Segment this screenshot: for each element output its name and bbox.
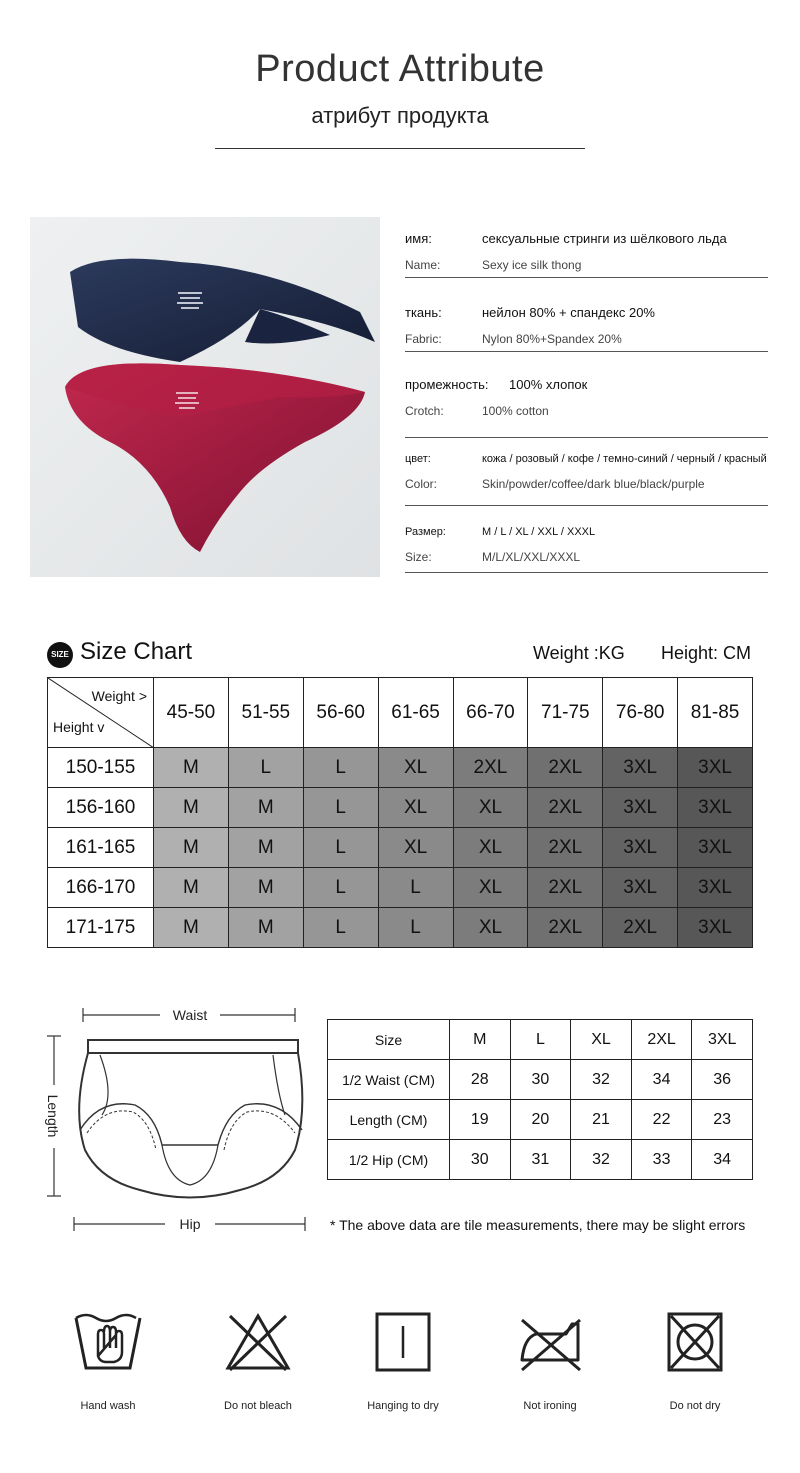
attr-en-key: Name: — [405, 258, 441, 272]
height-range-cell: 161-165 — [48, 828, 154, 868]
size-chart-header-row — [48, 678, 753, 748]
attr-en-key: Crotch: — [405, 404, 444, 418]
measurement-value: 31 — [510, 1140, 571, 1180]
size-cell: 2XL — [603, 908, 678, 948]
weight-unit-label: Weight :KG — [533, 643, 625, 663]
size-cell: M — [228, 788, 303, 828]
attr-en-value: Skin/powder/coffee/dark blue/black/purple — [482, 477, 705, 491]
size-cell: M — [228, 908, 303, 948]
attr-ru-key: цвет: — [405, 453, 431, 465]
hand-wash-icon — [72, 1310, 144, 1374]
attr-en-value: Sexy ice silk thong — [482, 258, 582, 272]
size-cell: 2XL — [528, 868, 603, 908]
measurement-size: L — [510, 1020, 571, 1060]
attr-en-value: M/L/XL/XXL/XXXL — [482, 550, 581, 564]
weight-header: 66-70 — [453, 678, 528, 748]
size-cell: M — [228, 828, 303, 868]
measurement-value: 36 — [692, 1060, 753, 1100]
attr-en-key: Size: — [405, 550, 432, 564]
size-chart-row — [48, 788, 753, 828]
garment-outline — [79, 1040, 302, 1198]
height-range-cell: 166-170 — [48, 868, 154, 908]
measurement-value: 32 — [571, 1140, 632, 1180]
care-label: Do not dry — [669, 1400, 721, 1412]
product-photo — [30, 217, 380, 577]
attr-en-key: Color: — [405, 477, 438, 491]
attr-ru-value: M / L / XL / XXL / XXXL — [482, 526, 596, 538]
weight-header: 71-75 — [528, 678, 603, 748]
measurement-value: 30 — [510, 1060, 571, 1100]
do-not-bleach-icon — [222, 1310, 294, 1374]
attr-ru-value: 100% хлопок — [509, 377, 588, 392]
hip-label: Hip — [179, 1216, 201, 1232]
attr-divider — [405, 572, 768, 573]
attr-en-key: Fabric: — [405, 332, 442, 346]
care-label: Hanging to dry — [367, 1400, 439, 1412]
height-range-cell: 156-160 — [48, 788, 154, 828]
attr-ru-key: имя: — [405, 231, 432, 246]
size-cell: L — [303, 868, 378, 908]
size-cell: XL — [378, 828, 453, 868]
measurement-size: M — [450, 1020, 511, 1060]
weight-header: 51-55 — [228, 678, 303, 748]
size-cell: 3XL — [603, 868, 678, 908]
size-cell: 3XL — [678, 788, 753, 828]
attribute-color — [405, 453, 768, 491]
attr-en-value: 100% cotton — [482, 404, 549, 418]
measurement-row — [328, 1060, 753, 1100]
size-chart-table — [47, 677, 753, 948]
measurement-row — [328, 1100, 753, 1140]
height-unit-label: Height: CM — [661, 643, 752, 663]
attr-ru-key: промежность: — [405, 377, 489, 392]
attr-ru-value: нейлон 80% + спандекс 20% — [482, 305, 655, 320]
care-label: Hand wash — [80, 1400, 136, 1412]
waist-label: Waist — [172, 1007, 208, 1023]
attr-divider — [405, 351, 768, 352]
size-cell: XL — [453, 868, 528, 908]
size-cell: 3XL — [678, 908, 753, 948]
measurement-header-label: Size — [328, 1020, 450, 1060]
size-badge-icon: SIZE — [47, 642, 73, 668]
size-chart-corner — [48, 678, 154, 748]
size-cell: L — [378, 868, 453, 908]
measurement-row — [328, 1140, 753, 1180]
size-cell: M — [154, 788, 229, 828]
attr-ru-key: ткань: — [405, 305, 442, 320]
measurement-value: 21 — [571, 1100, 632, 1140]
height-range-cell: 150-155 — [48, 748, 154, 788]
size-cell: XL — [378, 748, 453, 788]
attr-divider — [405, 437, 768, 438]
page-title: Product Attribute — [255, 48, 545, 90]
care-do-not-bleach — [188, 1310, 328, 1412]
attr-ru-value: сексуальные стринги из шёлкового льда — [482, 231, 727, 246]
measurement-diagram — [40, 1000, 320, 1240]
care-do-not-dry — [625, 1310, 765, 1412]
measurement-value: 32 — [571, 1060, 632, 1100]
weight-header: 76-80 — [603, 678, 678, 748]
size-cell: 3XL — [603, 748, 678, 788]
no-iron-icon — [514, 1310, 586, 1374]
size-cell: XL — [453, 828, 528, 868]
size-cell: 2XL — [453, 748, 528, 788]
size-cell: XL — [453, 908, 528, 948]
corner-height-label: Height v — [53, 719, 105, 735]
size-cell: XL — [453, 788, 528, 828]
measurement-note: * The above data are tile measurements, there may be slight errors — [330, 1217, 746, 1233]
measurement-row-label: Length (CM) — [328, 1100, 450, 1140]
weight-header: 61-65 — [378, 678, 453, 748]
measurement-size: 3XL — [692, 1020, 753, 1060]
weight-header: 45-50 — [154, 678, 229, 748]
size-chart-row — [48, 828, 753, 868]
size-chart-row — [48, 908, 753, 948]
size-cell: M — [228, 868, 303, 908]
thong-illustration — [30, 217, 380, 577]
care-no-iron — [480, 1310, 620, 1412]
size-chart-title: Size Chart — [80, 638, 193, 665]
size-cell: L — [303, 788, 378, 828]
size-cell: 3XL — [678, 868, 753, 908]
length-label: Length — [45, 1094, 61, 1138]
measurement-row-label: 1/2 Waist (CM) — [328, 1060, 450, 1100]
header-divider — [215, 148, 585, 149]
measurement-table — [327, 1019, 753, 1180]
attribute-name — [405, 231, 768, 272]
attr-ru-value: кожа / розовый / кофе / темно-синий / черный / красный — [482, 453, 767, 465]
weight-header: 81-85 — [678, 678, 753, 748]
size-cell: M — [154, 828, 229, 868]
attr-ru-key: Размер: — [405, 526, 446, 538]
size-cell: 3XL — [603, 828, 678, 868]
care-hang-dry — [333, 1310, 473, 1412]
care-hand-wash — [38, 1310, 178, 1412]
measurement-value: 33 — [631, 1140, 692, 1180]
size-cell: L — [378, 908, 453, 948]
size-cell: 3XL — [603, 788, 678, 828]
size-cell: L — [228, 748, 303, 788]
measurement-value: 34 — [631, 1060, 692, 1100]
measurement-value: 20 — [510, 1100, 571, 1140]
measurement-value: 23 — [692, 1100, 753, 1140]
hang-dry-icon — [367, 1310, 439, 1374]
size-chart-row — [48, 868, 753, 908]
size-chart-row — [48, 748, 753, 788]
care-label: Do not bleach — [224, 1400, 292, 1412]
do-not-dry-icon — [659, 1310, 731, 1374]
height-range-cell: 171-175 — [48, 908, 154, 948]
measurement-value: 34 — [692, 1140, 753, 1180]
measurement-header-row — [328, 1020, 753, 1060]
weight-header: 56-60 — [303, 678, 378, 748]
measurement-value: 28 — [450, 1060, 511, 1100]
size-cell: 3XL — [678, 828, 753, 868]
size-cell: M — [154, 748, 229, 788]
attribute-fabric — [405, 305, 768, 346]
size-cell: 2XL — [528, 788, 603, 828]
measurement-size: XL — [571, 1020, 632, 1060]
attribute-size — [405, 526, 768, 564]
size-cell: L — [303, 748, 378, 788]
measurement-value: 22 — [631, 1100, 692, 1140]
size-cell: 2XL — [528, 908, 603, 948]
measurement-value: 30 — [450, 1140, 511, 1180]
size-cell: M — [154, 868, 229, 908]
measurement-value: 19 — [450, 1100, 511, 1140]
size-cell: 2XL — [528, 828, 603, 868]
size-cell: L — [303, 908, 378, 948]
measurement-row-label: 1/2 Hip (CM) — [328, 1140, 450, 1180]
corner-weight-label: Weight > — [91, 688, 147, 704]
attr-divider — [405, 277, 768, 278]
attribute-crotch — [405, 377, 768, 418]
size-cell: 2XL — [528, 748, 603, 788]
attr-en-value: Nylon 80%+Spandex 20% — [482, 332, 622, 346]
size-cell: M — [154, 908, 229, 948]
care-label: Not ironing — [523, 1400, 577, 1412]
page-subtitle: атрибут продукта — [311, 103, 489, 128]
measurement-size: 2XL — [631, 1020, 692, 1060]
attr-divider — [405, 505, 768, 506]
size-cell: 3XL — [678, 748, 753, 788]
size-cell: L — [303, 828, 378, 868]
size-cell: XL — [378, 788, 453, 828]
